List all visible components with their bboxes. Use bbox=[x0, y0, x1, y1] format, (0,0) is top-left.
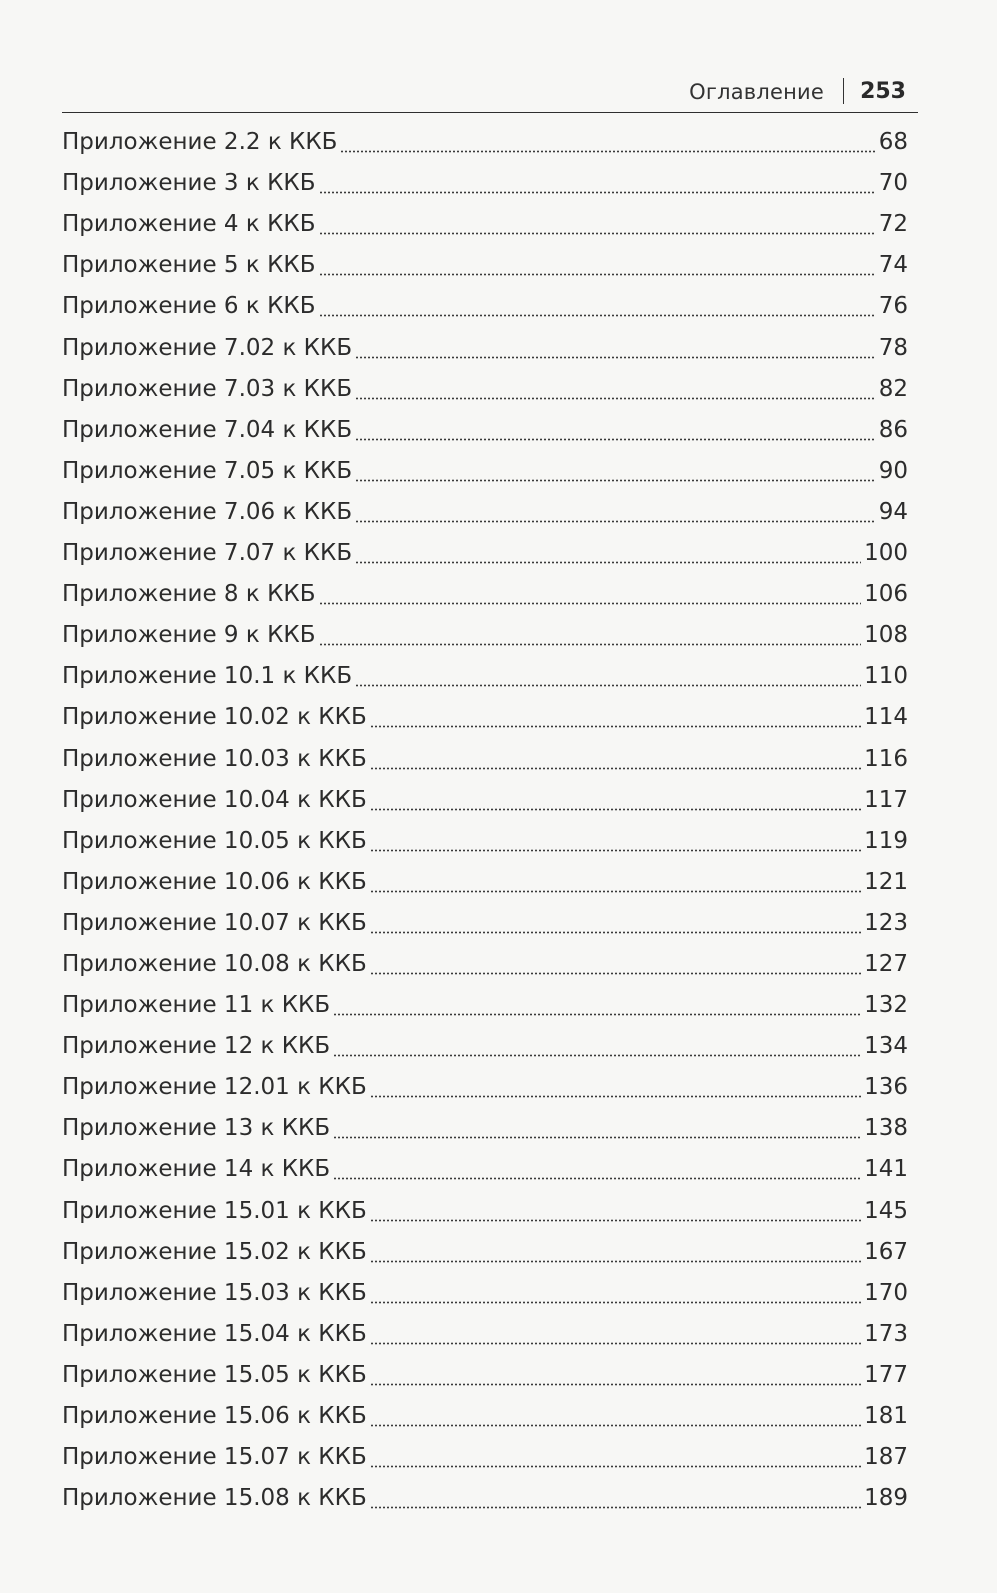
toc-dot-leader bbox=[355, 552, 861, 564]
header-separator bbox=[843, 78, 845, 104]
toc-dot-leader bbox=[355, 511, 876, 523]
toc-entry-page: 187 bbox=[864, 1444, 908, 1471]
toc-entry-page: 181 bbox=[864, 1403, 908, 1429]
toc-entry-title: Приложение 10.02 к ККБ bbox=[62, 704, 367, 731]
toc-entry-page: 145 bbox=[864, 1197, 908, 1224]
toc-entry bbox=[62, 656, 908, 697]
toc-entry bbox=[62, 286, 908, 327]
header-section-title: Оглавление bbox=[689, 80, 824, 104]
toc-entry bbox=[62, 327, 908, 368]
toc-entry-title: Приложение 10.03 к ККБ bbox=[62, 745, 367, 772]
toc-entry bbox=[62, 492, 908, 533]
toc-dot-leader bbox=[355, 347, 876, 359]
toc-entry bbox=[62, 1108, 908, 1149]
toc-entry bbox=[62, 903, 908, 944]
toc-entry-title: Приложение 15.06 к ККБ bbox=[62, 1403, 367, 1429]
toc-entry-page: 82 bbox=[878, 375, 908, 402]
toc-dot-leader bbox=[370, 799, 861, 811]
toc-dot-leader bbox=[319, 305, 876, 317]
toc-dot-leader bbox=[370, 1415, 861, 1427]
toc-entry-title: Приложение 7.06 к ККБ bbox=[62, 498, 353, 525]
toc-entry-page: 177 bbox=[864, 1361, 908, 1388]
toc-entry-page: 78 bbox=[878, 334, 908, 361]
toc-dot-leader bbox=[370, 840, 861, 852]
toc-entry-title: Приложение 9 к ККБ bbox=[62, 622, 316, 649]
toc-entry bbox=[62, 574, 908, 615]
toc-entry-page: 68 bbox=[878, 129, 908, 156]
toc-entry-title: Приложение 13 к ККБ bbox=[62, 1115, 331, 1142]
toc-entry-title: Приложение 15.05 к ККБ bbox=[62, 1361, 367, 1388]
toc-dot-leader bbox=[319, 634, 862, 646]
toc-entry bbox=[62, 944, 908, 985]
toc-entry-page: 189 bbox=[864, 1485, 908, 1512]
toc-entry bbox=[62, 1314, 908, 1355]
toc-entry bbox=[62, 821, 908, 862]
toc-entry-page: 90 bbox=[878, 457, 908, 484]
toc-entry-page: 132 bbox=[864, 992, 908, 1019]
toc-dot-leader bbox=[370, 1086, 861, 1098]
toc-entry bbox=[62, 1190, 908, 1231]
toc-dot-leader bbox=[370, 1497, 861, 1509]
toc-entry-title: Приложение 4 к ККБ bbox=[62, 211, 316, 238]
toc-entry-page: 70 bbox=[878, 170, 908, 197]
toc-entry-title: Приложение 14 к ККБ bbox=[62, 1156, 331, 1183]
toc-entry-page: 72 bbox=[878, 211, 908, 238]
toc-entry-page: 123 bbox=[864, 909, 908, 936]
toc-entry bbox=[62, 1067, 908, 1108]
toc-entry bbox=[62, 1355, 908, 1396]
toc-entry bbox=[62, 1149, 908, 1190]
toc-entry bbox=[62, 862, 908, 903]
toc-entry bbox=[62, 163, 908, 204]
toc-entry bbox=[62, 1273, 908, 1314]
toc-entry-title: Приложение 10.08 к ККБ bbox=[62, 950, 367, 977]
toc-dot-leader bbox=[333, 1045, 861, 1057]
toc-dot-leader bbox=[319, 223, 876, 235]
toc-entry-title: Приложение 11 к ККБ bbox=[62, 992, 331, 1019]
toc-entry-page: 127 bbox=[864, 950, 908, 977]
toc-entry-title: Приложение 10.05 к ККБ bbox=[62, 827, 367, 854]
toc-entry-title: Приложение 7.03 к ККБ bbox=[62, 375, 353, 402]
toc-entry-title: Приложение 12 к ККБ bbox=[62, 1033, 331, 1060]
table-of-contents bbox=[62, 122, 908, 1519]
toc-entry bbox=[62, 1232, 908, 1273]
toc-entry-title: Приложение 15.03 к ККБ bbox=[62, 1279, 367, 1306]
toc-entry-page: 74 bbox=[878, 252, 908, 279]
toc-entry-title: Приложение 2.2 к ККБ bbox=[62, 129, 338, 156]
toc-dot-leader bbox=[333, 1168, 861, 1180]
toc-entry-title: Приложение 10.06 к ККБ bbox=[62, 868, 367, 895]
toc-entry-page: 170 bbox=[864, 1279, 908, 1306]
toc-dot-leader bbox=[370, 1210, 861, 1222]
toc-entry-page: 116 bbox=[864, 745, 908, 772]
toc-entry bbox=[62, 780, 908, 821]
toc-dot-leader bbox=[370, 1333, 861, 1345]
toc-entry-page: 138 bbox=[864, 1115, 908, 1142]
toc-entry-title: Приложение 8 к ККБ bbox=[62, 581, 316, 608]
toc-dot-leader bbox=[370, 922, 861, 934]
toc-entry-page: 141 bbox=[864, 1156, 908, 1183]
toc-entry-page: 114 bbox=[864, 704, 908, 731]
toc-entry-title: Приложение 5 к ККБ bbox=[62, 252, 316, 279]
toc-dot-leader bbox=[370, 716, 861, 728]
toc-entry-title: Приложение 10.04 к ККБ bbox=[62, 786, 367, 813]
toc-dot-leader bbox=[370, 1456, 861, 1468]
toc-entry-page: 106 bbox=[864, 581, 908, 608]
toc-entry-title: Приложение 7.02 к ККБ bbox=[62, 334, 353, 361]
toc-entry-page: 173 bbox=[864, 1320, 908, 1347]
toc-entry bbox=[62, 451, 908, 492]
toc-entry-page: 167 bbox=[864, 1238, 908, 1265]
toc-entry-page: 134 bbox=[864, 1033, 908, 1060]
toc-entry-title: Приложение 12.01 к ККБ bbox=[62, 1074, 367, 1101]
toc-entry bbox=[62, 1478, 908, 1519]
toc-dot-leader bbox=[370, 1292, 861, 1304]
toc-entry-title: Приложение 3 к ККБ bbox=[62, 170, 316, 197]
toc-entry-page: 94 bbox=[878, 498, 908, 525]
toc-dot-leader bbox=[355, 388, 876, 400]
toc-entry bbox=[62, 122, 908, 163]
toc-entry-page: 110 bbox=[864, 663, 908, 690]
toc-dot-leader bbox=[319, 182, 876, 194]
toc-dot-leader bbox=[319, 264, 876, 276]
toc-entry bbox=[62, 697, 908, 738]
toc-entry bbox=[62, 245, 908, 286]
toc-entry-title: Приложение 6 к ККБ bbox=[62, 293, 316, 320]
toc-entry bbox=[62, 1396, 908, 1437]
toc-entry-page: 108 bbox=[864, 622, 908, 649]
toc-entry-title: Приложение 10.1 к ККБ bbox=[62, 663, 353, 690]
toc-entry-page: 121 bbox=[864, 868, 908, 895]
toc-entry-page: 119 bbox=[864, 827, 908, 854]
running-header bbox=[62, 72, 918, 113]
toc-entry-title: Приложение 15.02 к ККБ bbox=[62, 1238, 367, 1265]
toc-entry bbox=[62, 615, 908, 656]
toc-entry-title: Приложение 15.04 к ККБ bbox=[62, 1320, 367, 1347]
toc-entry bbox=[62, 1437, 908, 1478]
toc-entry-title: Приложение 7.05 к ККБ bbox=[62, 457, 353, 484]
toc-entry-page: 136 bbox=[864, 1074, 908, 1101]
toc-entry bbox=[62, 204, 908, 245]
toc-dot-leader bbox=[370, 1374, 861, 1386]
toc-entry bbox=[62, 985, 908, 1026]
toc-dot-leader bbox=[370, 881, 861, 893]
toc-dot-leader bbox=[333, 1004, 861, 1016]
toc-entry-title: Приложение 15.01 к ККБ bbox=[62, 1197, 367, 1224]
toc-entry bbox=[62, 410, 908, 451]
toc-entry bbox=[62, 369, 908, 410]
toc-entry-title: Приложение 15.08 к ККБ bbox=[62, 1485, 367, 1512]
toc-entry bbox=[62, 533, 908, 574]
toc-dot-leader bbox=[355, 429, 876, 441]
toc-entry-page: 117 bbox=[864, 786, 908, 813]
toc-entry-title: Приложение 15.07 к ККБ bbox=[62, 1444, 367, 1471]
header-page-number: 253 bbox=[860, 79, 906, 104]
toc-dot-leader bbox=[333, 1127, 861, 1139]
toc-entry-page: 86 bbox=[878, 416, 908, 443]
toc-entry-page: 76 bbox=[878, 293, 908, 320]
toc-entry-title: Приложение 10.07 к ККБ bbox=[62, 909, 367, 936]
toc-entry-page: 100 bbox=[864, 540, 908, 567]
toc-dot-leader bbox=[370, 758, 861, 770]
toc-dot-leader bbox=[355, 470, 876, 482]
toc-dot-leader bbox=[340, 141, 875, 153]
toc-entry-title: Приложение 7.07 к ККБ bbox=[62, 540, 353, 567]
toc-entry-title: Приложение 7.04 к ККБ bbox=[62, 416, 353, 443]
toc-entry bbox=[62, 738, 908, 779]
toc-dot-leader bbox=[370, 1251, 861, 1263]
toc-dot-leader bbox=[370, 963, 861, 975]
toc-entry bbox=[62, 1026, 908, 1067]
toc-dot-leader bbox=[355, 675, 861, 687]
toc-dot-leader bbox=[319, 593, 862, 605]
